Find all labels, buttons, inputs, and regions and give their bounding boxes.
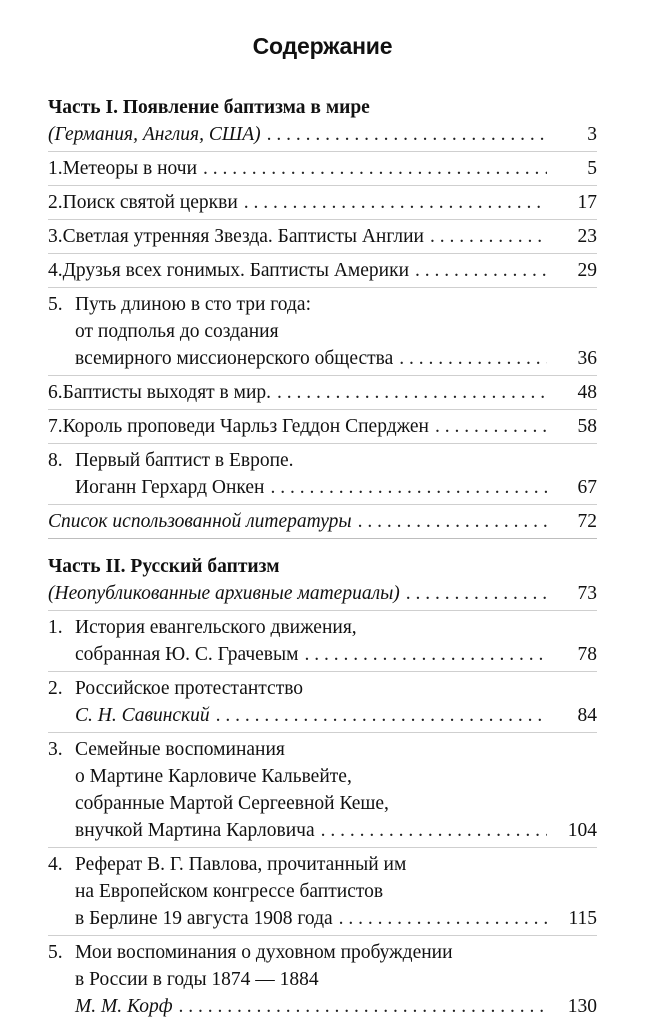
entry-number: 3. [48,226,63,247]
entry-number: 4. [48,260,63,281]
leader-dots [197,155,547,182]
entry-line: на Европейском конгрессе баптистов [75,881,384,902]
toc-entry [48,155,597,182]
entry-number: 5. [48,294,63,315]
entry-line [48,851,597,878]
entry-last-line [48,905,597,932]
leader-dots [298,641,547,668]
page-number: 78 [577,644,597,665]
page-number: 73 [577,583,597,604]
part-1-entries [48,155,597,505]
part-2-subtitle: (Неопубликованные архивные материалы) [48,583,400,604]
entry-text: Друзья всех гонимых. Баптисты Америки [62,260,410,281]
leader-dots [238,189,547,216]
entry-number: 2. [48,678,63,699]
entry-line [48,291,597,318]
entry-last-line [48,189,597,216]
page-number: 72 [577,511,597,532]
separator [48,935,597,936]
literature-row [48,508,597,535]
entry-number: 8. [48,450,63,471]
entry-last-line [48,817,597,844]
page-number: 5 [587,158,597,179]
entry-last-line [48,641,597,668]
literature-title: Список использованной литературы [48,511,352,532]
page-number: 67 [577,477,597,498]
separator [48,185,597,186]
leader-dots [173,993,547,1020]
page-number: 104 [567,820,597,841]
page-number: 36 [577,348,597,369]
part-2-entries [48,614,597,1020]
entry-text: внучкой Мартина Карловича [75,820,315,841]
toc-entry [48,413,597,440]
separator [48,732,597,733]
entry-text: Король проповеди Чарльз Геддон Сперджен [62,416,429,437]
toc-entry [48,223,597,250]
separator [48,375,597,376]
entry-line: о Мартине Карловиче Кальвейте, [75,766,352,787]
entry-last-line [48,993,597,1020]
toc-entry [48,851,597,932]
entry-text: Поиск святой церкви [62,192,238,213]
entry-line: от подполья до создания [75,321,279,342]
leader-dots [271,379,547,406]
entry-line [48,447,597,474]
entry-text: в Берлине 19 августа 1908 года [75,908,333,929]
entry-text: С. Н. Савинский [75,705,210,726]
page-number: 58 [577,416,597,437]
leader-dots [210,702,547,729]
page-number: 84 [577,705,597,726]
leader-dots [424,223,547,250]
entry-text: Путь длиною в сто три года: [75,294,311,315]
part-1-heading: Часть I. Появление баптизма в мире [48,97,370,118]
entry-text: Первый баптист в Европе. [75,450,294,471]
part-2-subtitle-row [48,580,597,607]
separator [48,151,597,152]
leader-dots [409,257,547,284]
entry-last-line [48,474,597,501]
entry-last-line [48,413,597,440]
leader-dots [315,817,547,844]
page-number: 29 [577,260,597,281]
entry-text: Мои воспоминания о духовном пробуждении [75,942,453,963]
leader-dots [264,474,547,501]
entry-last-line [48,155,597,182]
entry-text: М. М. Корф [75,996,173,1017]
entry-number: 3. [48,739,63,760]
separator [48,219,597,220]
separator [48,504,597,505]
entry-text: Реферат В. Г. Павлова, прочитанный им [75,854,407,875]
entry-last-line [48,257,597,284]
entry-text: Светлая утренняя Звезда. Баптисты Англии [62,226,424,247]
entry-last-line [48,345,597,372]
entry-number: 6. [48,382,63,403]
leader-dots [393,345,547,372]
entry-text: Российское протестантство [75,678,304,699]
entry-number: 5. [48,942,63,963]
entry-line: в России в годы 1874 — 1884 [75,969,319,990]
entry-line [48,939,597,966]
entry-text: Метеоры в ночи [62,158,198,179]
separator [48,253,597,254]
page-number: 115 [568,908,597,929]
entry-text: Баптисты выходят в мир. [62,382,272,403]
separator [48,287,597,288]
separator [48,443,597,444]
page-number: 23 [577,226,597,247]
entry-last-line [48,702,597,729]
part-2-heading: Часть II. Русский баптизм [48,556,280,577]
entry-text: История евангельского движения, [75,617,357,638]
entry-line [48,675,597,702]
leader-dots [333,905,547,932]
entry-last-line [48,379,597,406]
page-number: 3 [587,124,597,145]
leader-dots [429,413,547,440]
page-number: 130 [567,996,597,1017]
entry-text: Иоганн Герхард Онкен [75,477,265,498]
entry-line [48,736,597,763]
toc-entry [48,291,597,372]
toc-entry [48,447,597,501]
toc-entry [48,189,597,216]
leader-dots [261,121,547,148]
entry-text: собранная Ю. С. Грачевым [75,644,299,665]
toc-entry [48,939,597,1020]
entry-last-line [48,223,597,250]
entry-number: 4. [48,854,63,875]
leader-dots [400,580,547,607]
separator [48,610,597,611]
entry-number: 1. [48,158,63,179]
separator [48,409,597,410]
separator [48,847,597,848]
toc-entry [48,379,597,406]
entry-number: 2. [48,192,63,213]
leader-dots [352,508,547,535]
entry-line [48,614,597,641]
entry-line: собранные Мартой Сергеевной Кеше, [75,793,389,814]
page-number: 48 [577,382,597,403]
entry-text: Семейные воспоминания [75,739,285,760]
part-1-subtitle: (Германия, Англия, США) [48,124,261,145]
part-separator [48,538,597,539]
part-1-subtitle-row [48,121,597,148]
entry-number: 7. [48,416,63,437]
page-title: Содержание [252,33,393,59]
toc-entry [48,257,597,284]
entry-text: всемирного миссионерского общества [75,348,394,369]
separator [48,671,597,672]
toc-entry [48,614,597,668]
page-number: 17 [577,192,597,213]
toc-entry [48,736,597,844]
toc-entry [48,675,597,729]
entry-number: 1. [48,617,63,638]
